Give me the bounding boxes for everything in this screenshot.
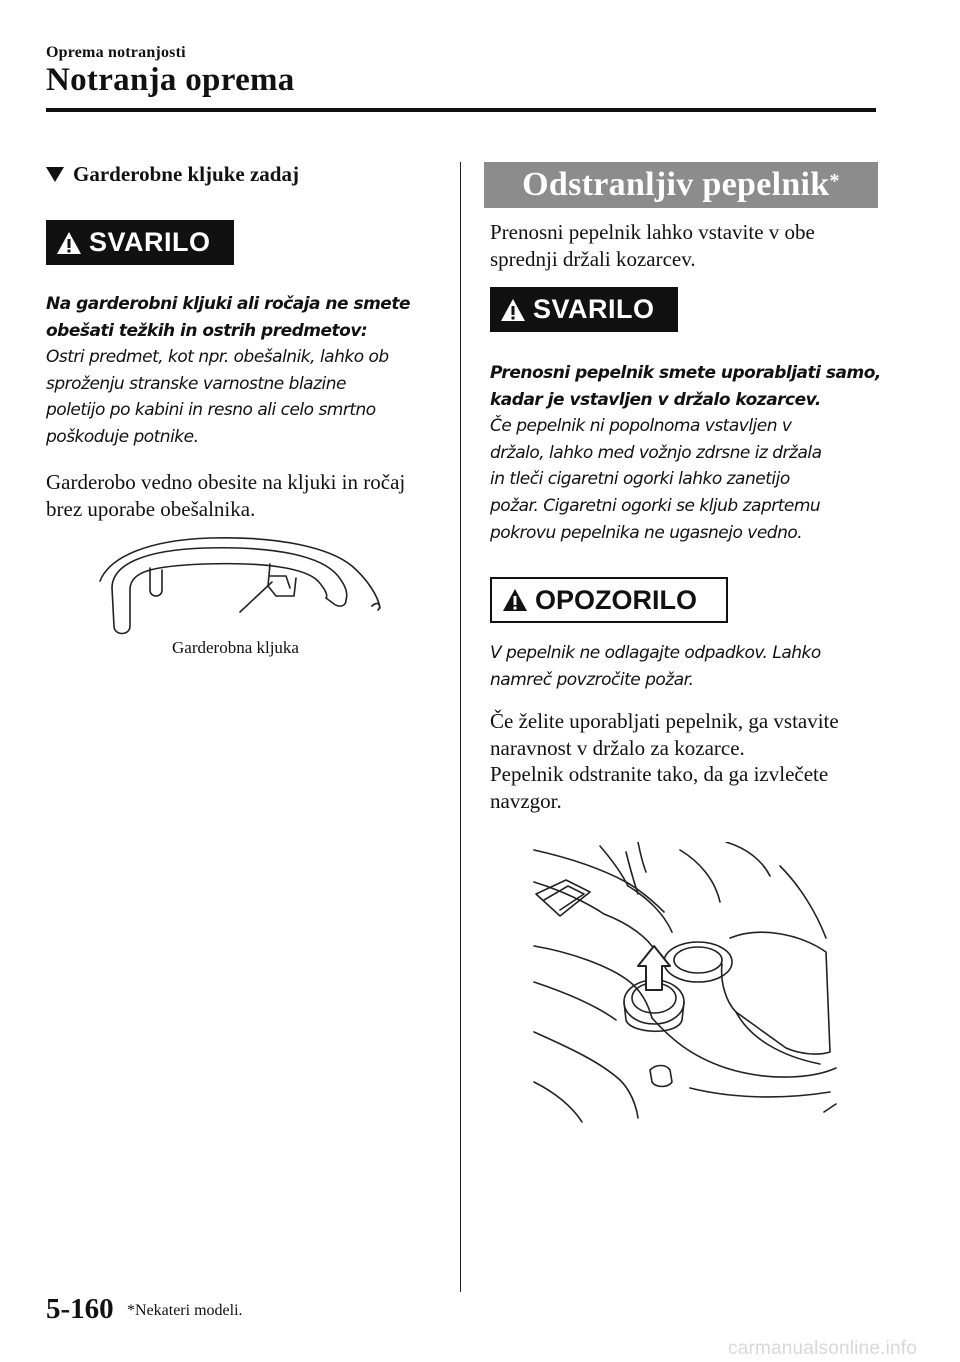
warning-line: poškoduje potnike.: [46, 426, 199, 447]
caution-label-text: OPOZORILO: [535, 584, 697, 615]
subsection-heading: [46, 162, 299, 187]
warning-line: požar. Cigaretni ogorki se kljub zaprtemu: [490, 495, 821, 516]
column-divider: [460, 162, 461, 1292]
body-line: Pepelnik odstranite tako, da ga izvlečete: [490, 762, 829, 787]
warning-line: držalo, lahko med vožnjo zdrsne iz držala: [490, 442, 822, 463]
caution-line: namreč povzročite požar.: [490, 669, 694, 690]
warning-line: in tleči cigaretni ogorki lahko zanetijo: [490, 469, 790, 490]
header-divider: [46, 108, 876, 112]
warning-label-text: SVARILO: [89, 227, 211, 257]
warning-line: sproženju stranske varnostne blazine: [46, 373, 346, 394]
ashtray-console-illustration: [530, 842, 840, 1132]
warning-line: pokrovu pepelnika ne ugasnejo vedno.: [490, 522, 803, 543]
warning-label: [46, 220, 234, 265]
body-line: brez uporabe obešalnika.: [46, 496, 256, 521]
body-line: naravnost v držalo za kozarce.: [490, 735, 745, 760]
subsection-title: Garderobne kljuke zadaj: [73, 162, 299, 186]
chapter-title: Notranja oprema: [46, 62, 295, 98]
warning-line: kadar je vstavljen v držalo kozarcev.: [490, 389, 821, 410]
intro-line: Prenosni pepelnik lahko vstavite v obe: [490, 220, 815, 244]
warning-triangle-icon: [500, 298, 526, 322]
page-number: 5-160: [46, 1293, 114, 1325]
section-label: Oprema notranjosti: [46, 44, 186, 61]
intro-line: sprednji držali kozarcev.: [490, 246, 696, 271]
warning-triangle-icon: [502, 588, 528, 612]
body-line: navzgor.: [490, 788, 562, 813]
body-paragraph: [490, 708, 885, 814]
warning-line: obešati težkih in ostrih predmetov:: [46, 320, 368, 341]
section-title: Odstranljiv pepelnik: [522, 166, 830, 203]
watermark-text[interactable]: carmanualsonline.info: [728, 1338, 918, 1359]
footnote-mark: *: [829, 169, 840, 192]
body-line: Garderobo vedno obesite na kljuki in ročaj: [46, 470, 406, 494]
coat-hook-illustration: [90, 526, 390, 636]
warning-text: [490, 360, 890, 546]
body-paragraph: [46, 469, 446, 522]
caution-label: [490, 577, 728, 623]
warning-line: Ostri predmet, kot npr. obešalnik, lahko ob: [46, 347, 389, 368]
warning-text: [46, 291, 446, 451]
warning-line: Če pepelnik ni popolnoma vstavljen v: [490, 416, 792, 437]
intro-paragraph: [490, 219, 880, 272]
warning-label-text: SVARILO: [533, 294, 655, 324]
figure-caption: Garderobna kljuka: [172, 638, 299, 657]
warning-triangle-icon: [56, 231, 82, 255]
caution-text: [490, 640, 890, 693]
warning-line: Prenosni pepelnik smete uporabljati samo,: [490, 363, 881, 383]
section-banner: [484, 162, 878, 208]
triangle-down-icon: [46, 167, 64, 182]
body-line: Če želite uporabljati pepelnik, ga vstavite: [490, 709, 839, 733]
warning-line: Na garderobni kljuki ali ročaja ne smete: [46, 294, 410, 314]
footnote: *Nekateri modeli.: [127, 1302, 243, 1319]
caution-line: V pepelnik ne odlagajte odpadkov. Lahko: [490, 643, 821, 663]
warning-line: poletijo po kabini in resno ali celo smrtno: [46, 400, 376, 421]
warning-label: [490, 287, 678, 332]
